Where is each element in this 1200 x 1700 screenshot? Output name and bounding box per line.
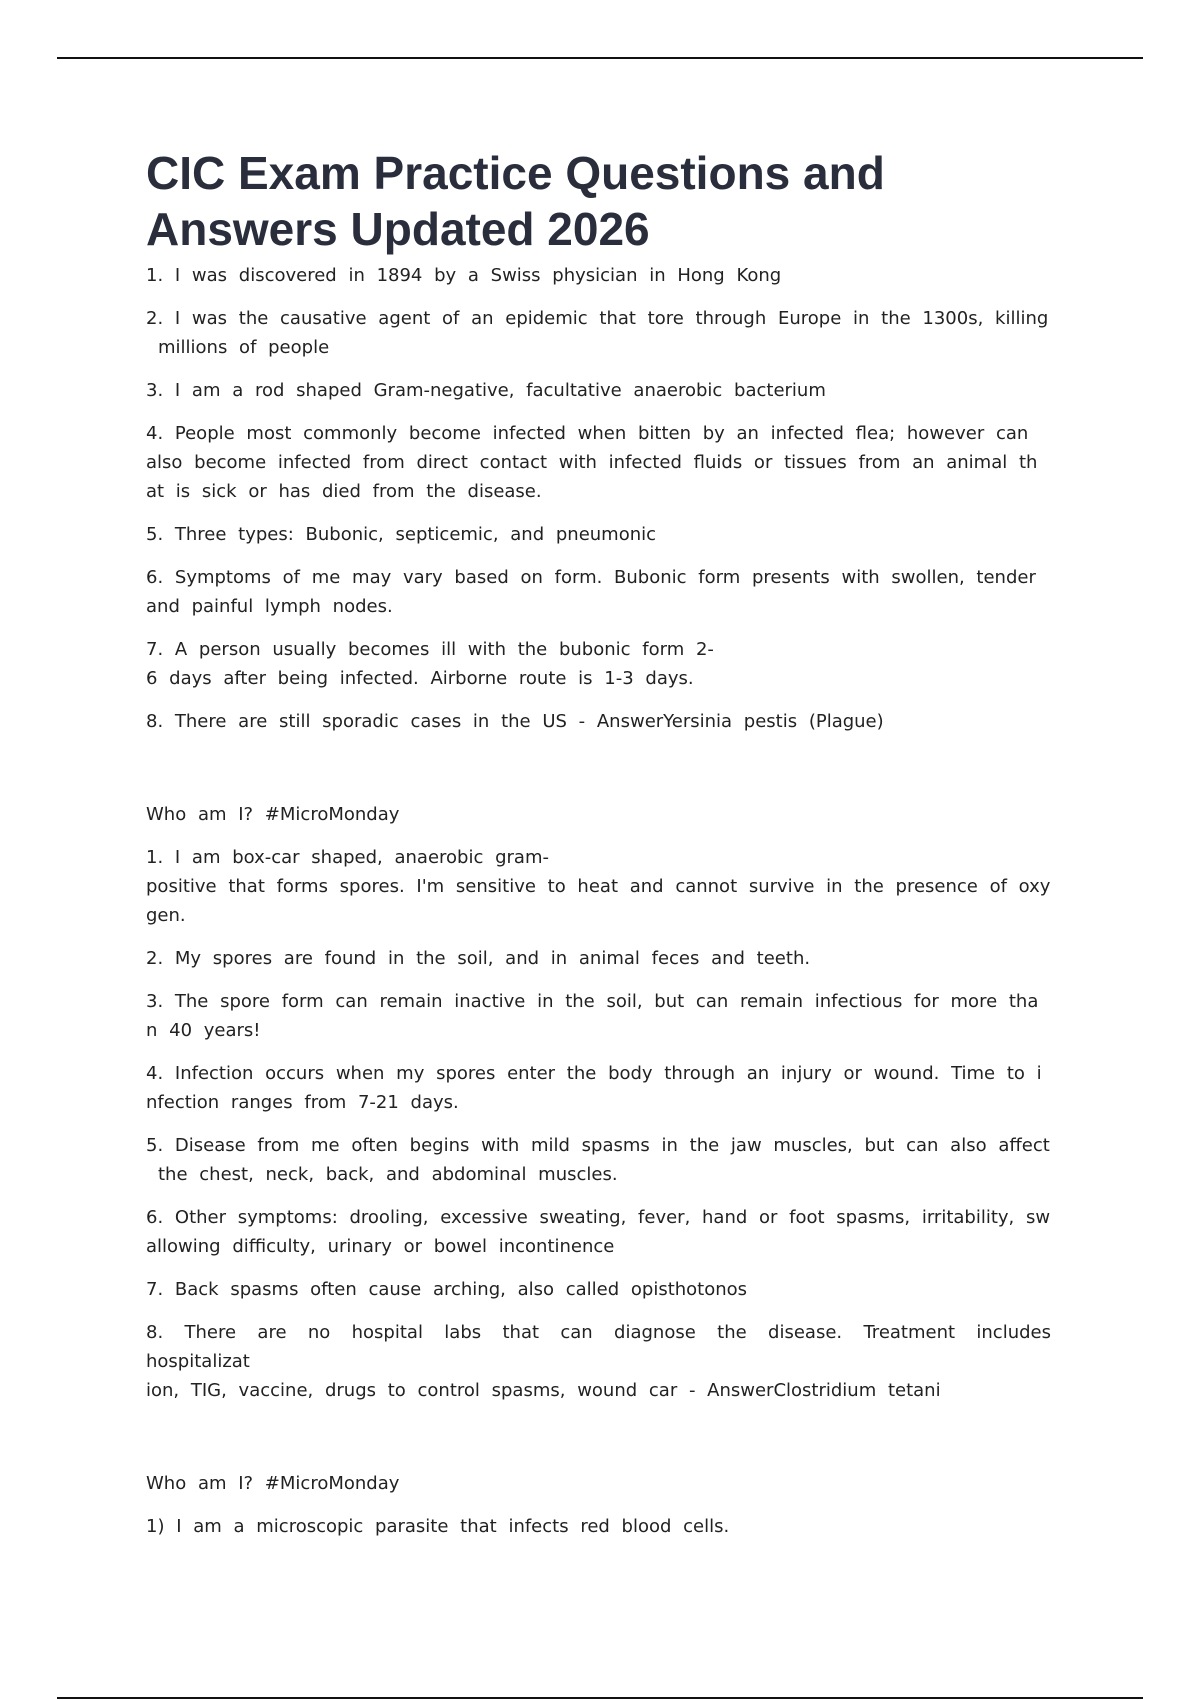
question-item bbox=[146, 1131, 1051, 1189]
document-body bbox=[146, 145, 1051, 1555]
question-item bbox=[146, 520, 1051, 549]
item-text: millions of people bbox=[158, 337, 330, 358]
item-text: and painful lymph nodes. bbox=[146, 596, 393, 617]
item-text: ion, TIG, vaccine, drugs to control spasms, wound car - AnswerClostridium tetani bbox=[146, 1380, 941, 1401]
item-text: 5. Three types: Bubonic, septicemic, and pneumonic bbox=[146, 524, 657, 545]
item-text: also become infected from direct contact with infected fluids or tissues from an animal th bbox=[146, 452, 1038, 473]
question-item bbox=[146, 261, 1051, 290]
item-text: 2. I was the causative agent of an epidemic that tore through Europe in the 1300s, killing bbox=[146, 308, 1049, 329]
item-text: positive that forms spores. I'm sensitive to heat and cannot survive in the presence of oxy bbox=[146, 876, 1051, 897]
item-text: nfection ranges from 7-21 days. bbox=[146, 1092, 459, 1113]
question-item bbox=[146, 1059, 1051, 1117]
question-item bbox=[146, 987, 1051, 1045]
item-text: 1. I am box-car shaped, anaerobic gram- bbox=[146, 847, 549, 868]
item-text: 6. Other symptoms: drooling, excessive sweating, fever, hand or foot spasms, irritability, sw bbox=[146, 1207, 1051, 1228]
item-text: 4. People most commonly become infected when bitten by an infected flea; however can bbox=[146, 423, 1029, 444]
question-item bbox=[146, 419, 1051, 506]
question-item bbox=[146, 376, 1051, 405]
item-text: allowing difficulty, urinary or bowel incontinence bbox=[146, 1236, 615, 1257]
header-rule bbox=[57, 57, 1143, 59]
item-text: 5. Disease from me often begins with mild spasms in the jaw muscles, but can also affect bbox=[146, 1135, 1050, 1156]
item-text: 6. Symptoms of me may vary based on form. Bubonic form presents with swollen, tender bbox=[146, 567, 1036, 588]
document-title bbox=[146, 145, 1051, 257]
item-text: 2. My spores are found in the soil, and in animal feces and teeth. bbox=[146, 948, 811, 969]
section-plague bbox=[146, 261, 1051, 736]
item-text: 6 days after being infected. Airborne route is 1-3 days. bbox=[146, 668, 694, 689]
footer-rule bbox=[57, 1697, 1143, 1699]
item-text: 1. I was discovered in 1894 by a Swiss physician in Hong Kong bbox=[146, 265, 782, 286]
question-item bbox=[146, 1275, 1051, 1304]
item-text: at is sick or has died from the disease. bbox=[146, 481, 542, 502]
section-malaria bbox=[146, 1469, 1051, 1541]
item-text: 8. There are still sporadic cases in the US - AnswerYersinia pestis (Plague) bbox=[146, 711, 884, 732]
item-text: 1) I am a microscopic parasite that infects red blood cells. bbox=[146, 1516, 730, 1537]
item-text: 4. Infection occurs when my spores enter the body through an injury or wound. Time to i bbox=[146, 1063, 1042, 1084]
item-text: the chest, neck, back, and abdominal muscles. bbox=[158, 1164, 618, 1185]
question-item bbox=[146, 563, 1051, 621]
item-text: gen. bbox=[146, 905, 186, 926]
question-item bbox=[146, 1203, 1051, 1261]
question-item bbox=[146, 944, 1051, 973]
title-line-1: CIC Exam Practice Questions and bbox=[146, 147, 885, 199]
title-line-2: Answers Updated 2026 bbox=[146, 203, 650, 255]
section-heading: Who am I? #MicroMonday bbox=[146, 1473, 400, 1494]
question-item bbox=[146, 635, 1051, 693]
item-text: 7. A person usually becomes ill with the bubonic form 2- bbox=[146, 639, 714, 660]
answer-item bbox=[146, 707, 1051, 736]
item-text: n 40 years! bbox=[146, 1020, 261, 1041]
section-tetanus bbox=[146, 800, 1051, 1405]
answer-item bbox=[146, 1318, 1051, 1405]
item-text: 7. Back spasms often cause arching, also called opisthotonos bbox=[146, 1279, 748, 1300]
question-item bbox=[146, 843, 1051, 930]
question-item bbox=[146, 1512, 1051, 1541]
question-item bbox=[146, 304, 1051, 362]
section-heading: Who am I? #MicroMonday bbox=[146, 804, 400, 825]
item-text: 8. There are no hospital labs that can diagnose the disease. Treatment includes hospitalizat bbox=[146, 1322, 1051, 1372]
item-text: 3. I am a rod shaped Gram-negative, facultative anaerobic bacterium bbox=[146, 380, 826, 401]
item-text: 3. The spore form can remain inactive in the soil, but can remain infectious for more tha bbox=[146, 991, 1039, 1012]
